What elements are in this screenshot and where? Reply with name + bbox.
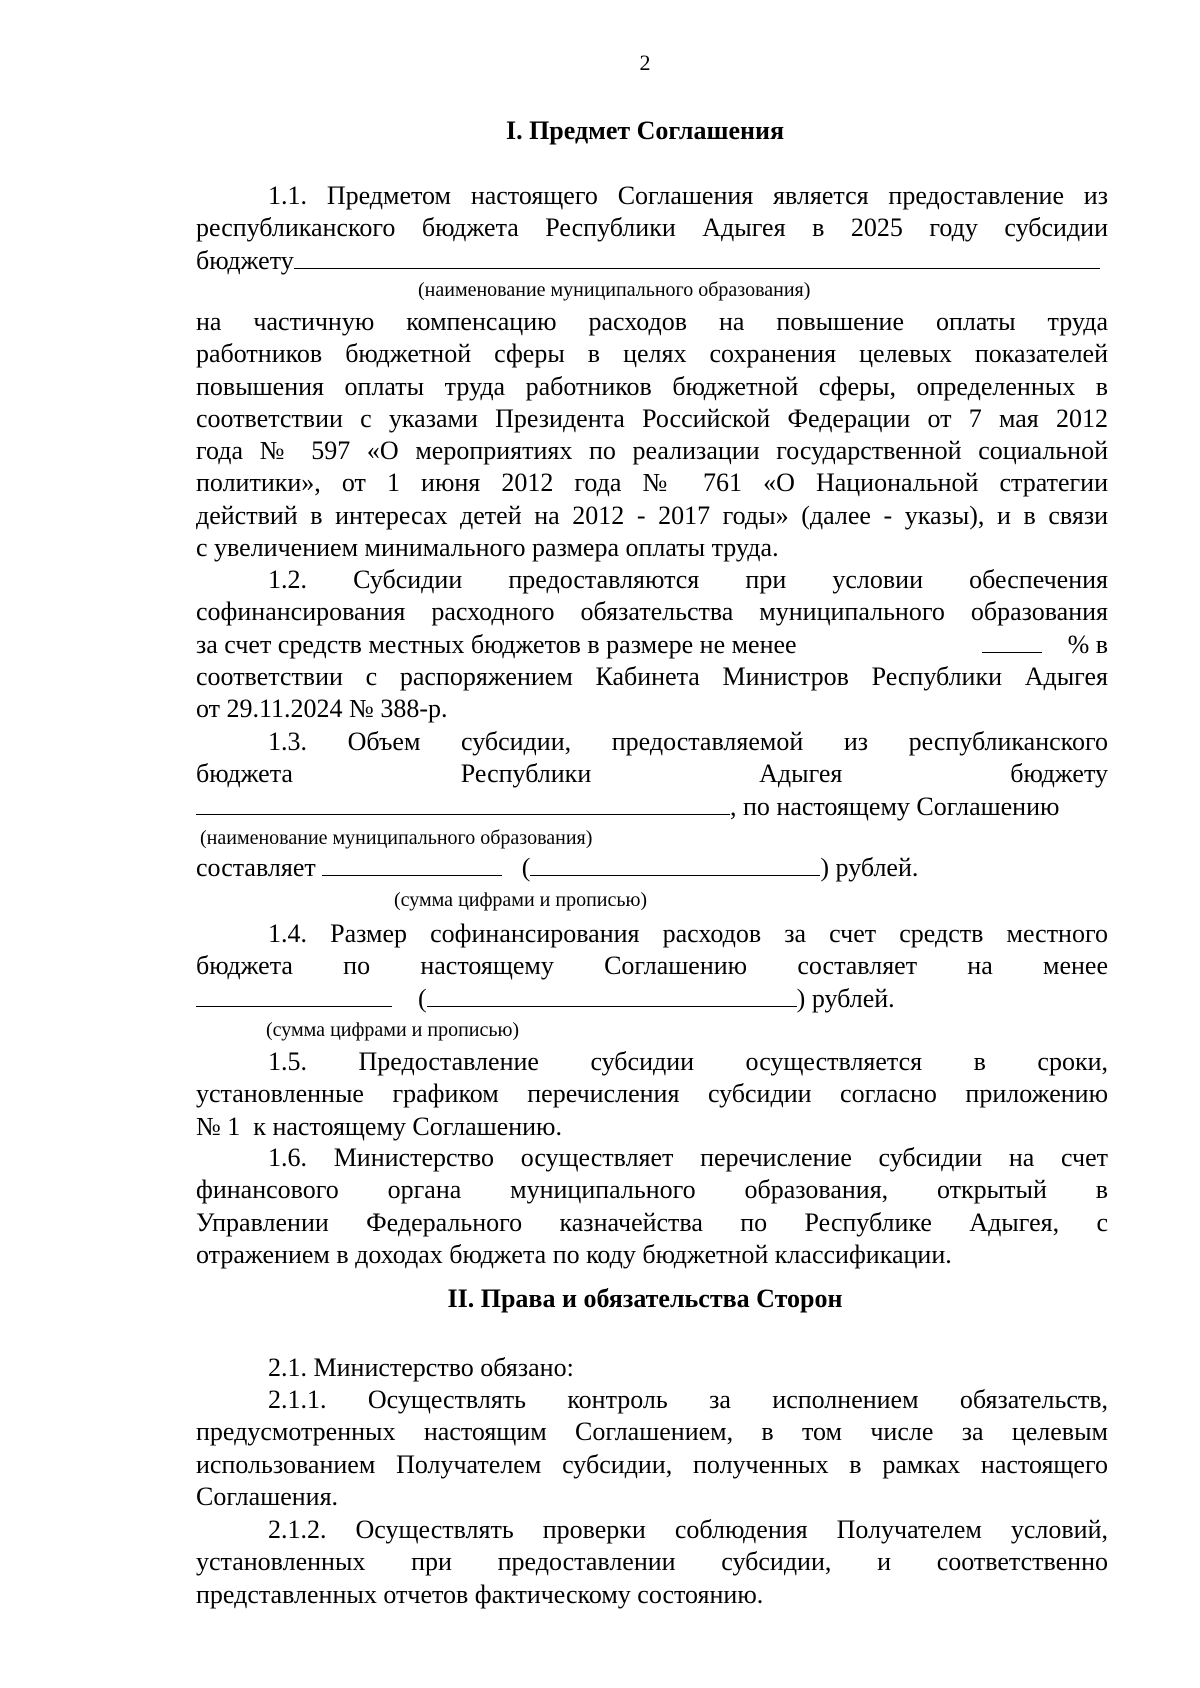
text-line: софинансирования расходного обязательства муниципального образования: [196, 597, 1108, 627]
paragraph-1-3-sum: [196, 852, 1108, 884]
text-line: работников бюджетной сферы в целях сохранения целевых показателей: [196, 339, 1108, 369]
text-line: Соглашения.: [196, 1481, 339, 1511]
text-line: установленные графиком перечисления субсидии согласно приложению: [196, 1079, 1108, 1109]
text-fragment: (: [418, 983, 427, 1013]
blank-field-amount-words: [530, 853, 820, 876]
text-fragment: бюджету: [196, 245, 294, 275]
blank-field-municipality: [294, 246, 1100, 269]
text-line: использованием Получателем субсидии, полученных в рамках настоящего: [196, 1449, 1108, 1479]
text-fragment: (: [521, 853, 531, 882]
text-line: 1.2. Субсидии предоставляются при условии обеспечения: [268, 565, 1108, 594]
text-line: 1.5. Предоставление субсидии осуществляется в сроки,: [268, 1047, 1108, 1076]
paragraph-1-1: [196, 180, 1108, 277]
text-line: действий в интересах детей на 2012 - 2017 годы» (далее - указы), и в связи: [196, 500, 1108, 530]
text-line: повышения оплаты труда работников бюджетной сферы, определенных в: [196, 371, 1108, 401]
text-fragment: % в: [1067, 629, 1108, 659]
blank-field-percent: [982, 630, 1042, 653]
text-line: соответствии с распоряжением Кабинета Министров Республики Адыгея: [196, 661, 1108, 691]
text-line: [196, 852, 1108, 884]
text-line: от 29.11.2024 № 388-р.: [196, 694, 448, 724]
text-line: с увеличением минимального размера оплаты труда.: [196, 533, 779, 563]
text-line: бюджета Республики Адыгея бюджету: [196, 759, 1108, 789]
text-line: Управлении Федерального казначейства по Республике Адыгея, с: [196, 1207, 1108, 1237]
text-line: 1.4. Размер софинансирования расходов за счет средств местного: [268, 919, 1108, 948]
text-fragment: ) рублей.: [820, 853, 919, 882]
caption-municipality: (наименование муниципального образования): [418, 279, 811, 301]
caption-sum: (сумма цифрами и прописью): [394, 889, 648, 911]
text-fragment: за счет средств местных бюджетов в размере не менее: [196, 629, 797, 659]
text-line: [196, 629, 1108, 661]
paragraph-2-1: [196, 1352, 1108, 1384]
paragraph-2-1-1: [196, 1384, 1108, 1513]
text-line: бюджета по настоящему Соглашению составляет на менее: [196, 951, 1108, 981]
text-fragment: , по настоящему Соглашению: [730, 791, 1060, 821]
section-2-title: II. Права и обязательства Сторон: [447, 1284, 843, 1313]
paragraph-1-5: [196, 1046, 1108, 1143]
paragraph-2-1-2: [196, 1514, 1108, 1611]
text-line: № 1 к настоящему Соглашению.: [196, 1111, 562, 1141]
text-line: [196, 791, 1108, 823]
section-1-title: I. Предмет Соглашения: [505, 116, 785, 145]
text-line: отражением в доходах бюджета по коду бюджетной классификации.: [196, 1239, 952, 1269]
text-line: финансового органа муниципального образования, открытый в: [196, 1175, 1108, 1205]
text-line: республиканского бюджета Республики Адыгея в 2025 году субсидии: [196, 213, 1108, 243]
text-line: года № 597 «О мероприятиях по реализации государственной социальной: [196, 436, 1108, 466]
blank-field-cofinancing-digits: [196, 984, 392, 1007]
text-fragment: составляет: [196, 853, 316, 882]
text-line: [196, 245, 1108, 277]
text-line: 2.1. Министерство обязано:: [268, 1353, 574, 1382]
text-line: 1.1. Предметом настоящего Соглашения является предоставление из: [268, 181, 1108, 210]
text-line: 1.3. Объем субсидии, предоставляемой из республиканского: [268, 727, 1108, 756]
blank-field-municipality-2: [196, 792, 730, 815]
blank-field-cofinancing-words: [427, 984, 797, 1007]
text-line: [196, 983, 1108, 1015]
paragraph-1-4: [196, 918, 1108, 1015]
text-line: установленных при предоставлении субсидии, и соответственно: [196, 1547, 1108, 1577]
text-line: 2.1.2. Осуществлять проверки соблюдения Получателем условий,: [268, 1515, 1108, 1544]
blank-field-amount-digits: [322, 853, 502, 876]
paragraph-1-6: [196, 1142, 1108, 1271]
paragraph-1-2: [196, 564, 1108, 725]
paragraph-1-3: [196, 726, 1108, 823]
paragraph-1-1-cont: [196, 306, 1108, 564]
text-line: 1.6. Министерство осуществляет перечисление субсидии на счет: [268, 1143, 1108, 1172]
text-line: на частичную компенсацию расходов на повышение оплаты труда: [196, 307, 1108, 336]
text-line: представленных отчетов фактическому состоянию.: [196, 1579, 764, 1609]
caption-municipality-2: (наименование муниципального образования): [200, 827, 593, 849]
caption-sum-2: (сумма цифрами и прописью): [266, 1019, 520, 1041]
text-line: предусмотренных настоящим Соглашением, в том числе за целевым: [196, 1417, 1108, 1447]
text-line: политики», от 1 июня 2012 года № 761 «О Национальной стратегии: [196, 468, 1108, 498]
text-line: 2.1.1. Осуществлять контроль за исполнением обязательств,: [268, 1385, 1108, 1414]
page-number: 2: [639, 50, 651, 75]
text-fragment: ) рублей.: [796, 983, 895, 1013]
text-fragment-group: [982, 629, 1108, 661]
text-line: соответствии с указами Президента Российской Федерации от 7 мая 2012: [196, 403, 1108, 433]
